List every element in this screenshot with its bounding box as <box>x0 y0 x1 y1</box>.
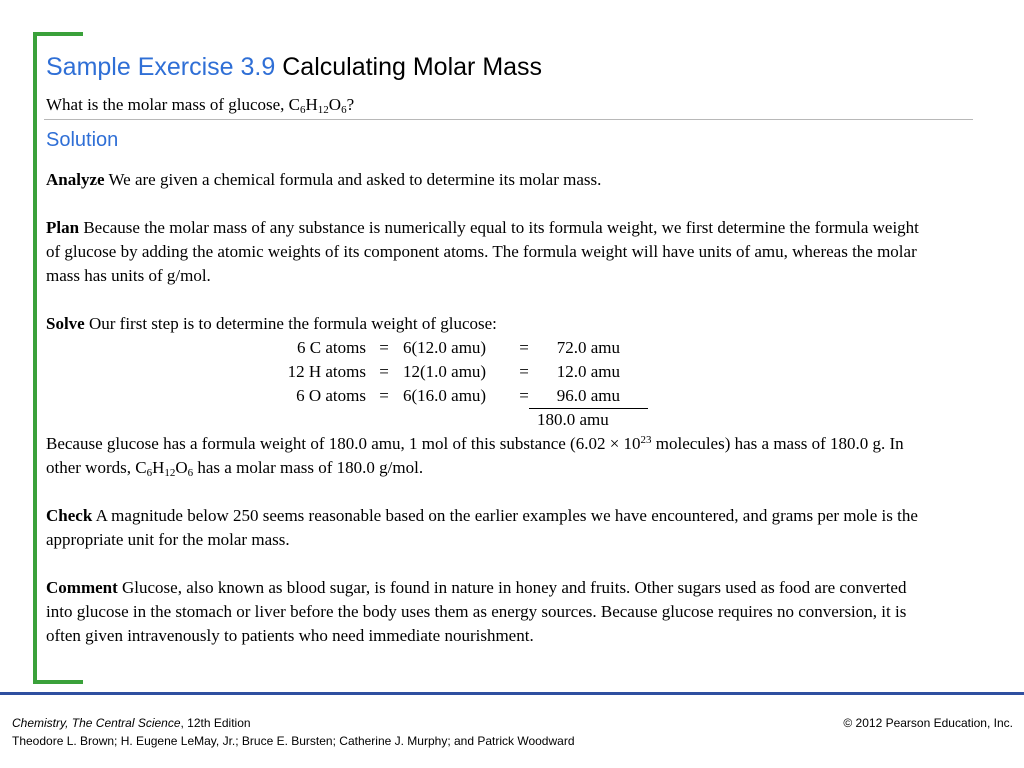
comment-paragraph <box>46 576 926 648</box>
element-symbol: O <box>175 458 188 477</box>
analyze-text: We are given a chemical formula and asked to determine its molar mass. <box>108 170 602 189</box>
subscript: 6 <box>300 104 306 116</box>
footer-authors: Theodore L. Brown; H. Eugene LeMay, Jr.; Bruce E. Bursten; Catherine J. Murphy; and Patrick Woodward <box>12 734 575 748</box>
footer-divider <box>0 692 1024 695</box>
calc-atoms: 6 O atoms <box>296 386 366 405</box>
calc-result: 96.0 amu <box>556 386 620 405</box>
check-text: A magnitude below 250 seems reasonable based on the earlier examples we have encountered, and grams per mole is the appropriate unit for the molar mass. <box>46 506 918 549</box>
question-text <box>46 95 354 115</box>
calc-product: 6(16.0 amu) <box>403 386 487 405</box>
exercise-title <box>46 53 542 82</box>
calc-result: 72.0 amu <box>556 338 620 357</box>
exercise-name: Calculating Molar Mass <box>282 53 543 81</box>
solve-label: Solve <box>46 314 85 333</box>
question-lead: What is the molar mass of glucose, C <box>46 95 301 114</box>
calc-product: 12(1.0 amu) <box>403 362 487 381</box>
plan-text: Because the molar mass of any substance is numerically equal to its formula weight, we first determine the formula weight of glucose by adding the atomic weights of its component atoms. The formula weight will have units of amu, whereas the molar mass has units of g/mol. <box>46 218 919 285</box>
footer-copyright: © 2012 Pearson Education, Inc. <box>843 716 1013 730</box>
footer-book <box>12 714 251 732</box>
subscript: 12 <box>317 104 329 116</box>
check-label: Check <box>46 506 93 525</box>
subscript: 6 <box>146 467 153 479</box>
calc-product: 6(12.0 amu) <box>403 338 487 357</box>
calc-total: 180.0 amu <box>537 410 609 429</box>
calc-atoms: 6 C atoms <box>297 338 366 357</box>
subscript: 12 <box>164 467 176 479</box>
check-paragraph <box>46 504 926 552</box>
exponent: 23 <box>640 434 652 446</box>
element-symbol: H <box>305 95 318 114</box>
calc-equals: = <box>379 386 389 405</box>
conclusion-text: Because glucose has a formula weight of 180.0 amu, 1 mol of this substance (6.02 × 10 <box>46 434 641 453</box>
comment-label: Comment <box>46 578 118 597</box>
element-symbol: H <box>152 458 165 477</box>
analyze-label: Analyze <box>46 170 105 189</box>
analyze-paragraph <box>46 168 926 192</box>
subscript: 6 <box>341 104 347 116</box>
conclusion-text: molecules) has a mass of 180.0 g. In other words, C <box>46 434 904 477</box>
calc-equals: = <box>379 362 389 381</box>
book-edition: , 12th Edition <box>180 716 251 730</box>
plan-label: Plan <box>46 218 80 237</box>
solve-paragraph <box>46 312 926 336</box>
calc-result: 12.0 amu <box>556 362 620 381</box>
conclusion-text: has a molar mass of 180.0 g/mol. <box>193 458 424 477</box>
subscript: 6 <box>187 467 194 479</box>
comment-text: Glucose, also known as blood sugar, is found in nature in honey and fruits. Other sugars used as food are converted into glucose in the stomach or liver before the body uses them as energy sources. Because glucose requires no conversion, it is often given intravenously to patients who need immediate nourishment. <box>46 578 907 645</box>
solve-conclusion <box>46 432 926 480</box>
plan-paragraph <box>46 216 926 288</box>
divider <box>44 119 973 120</box>
calc-equals: = <box>519 338 529 357</box>
calc-atoms: 12 H atoms <box>287 362 366 381</box>
calc-equals: = <box>379 338 389 357</box>
element-symbol: O <box>328 95 342 114</box>
solution-heading: Solution <box>46 129 119 151</box>
calc-equals: = <box>519 386 529 405</box>
book-title: Chemistry, The Central Science <box>12 716 181 730</box>
question-mark: ? <box>346 95 355 114</box>
solve-text: Our first step is to determine the formula weight of glucose: <box>88 314 497 333</box>
calc-equals: = <box>519 362 529 381</box>
exercise-label: Sample Exercise 3.9 <box>46 53 276 81</box>
